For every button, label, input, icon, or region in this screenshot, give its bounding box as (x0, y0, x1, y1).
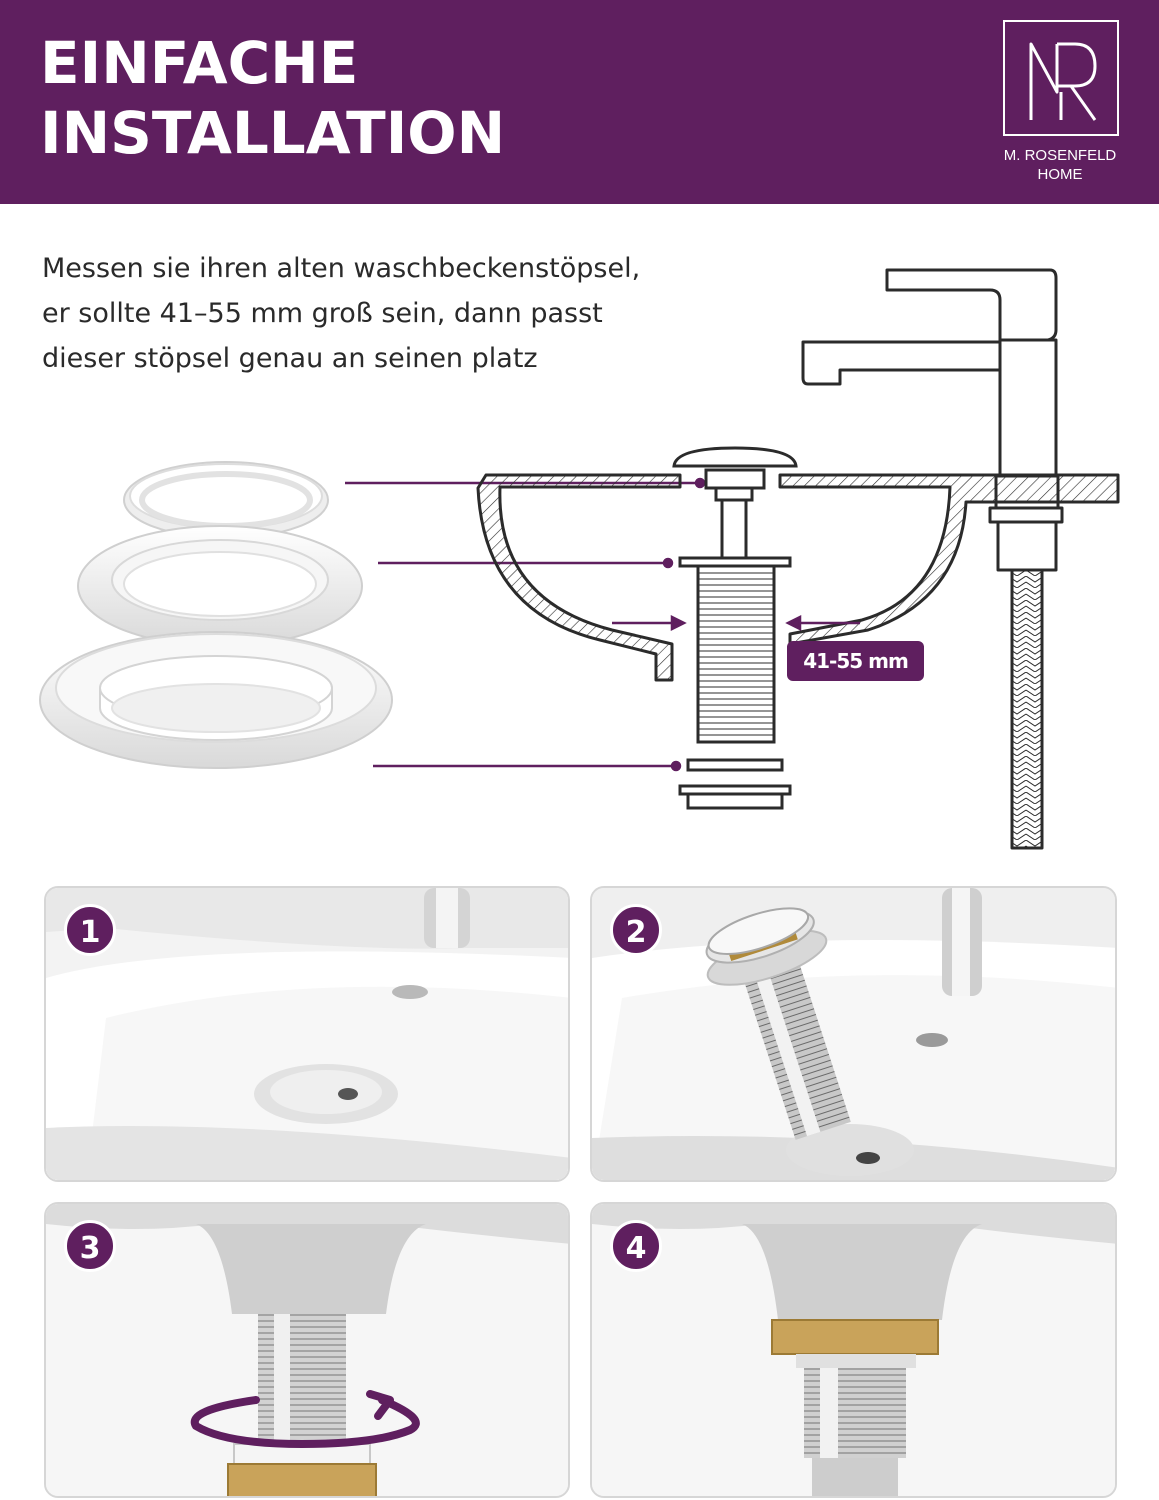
brand-logo (1003, 20, 1119, 136)
drain-insertion-illustration (592, 888, 1117, 1182)
drain-plug-icon (674, 448, 796, 808)
step-number-badge: 2 (610, 904, 662, 956)
header-banner (0, 0, 1159, 204)
bottom-seal-ring (40, 632, 392, 768)
installed-drain-illustration (592, 1204, 1117, 1498)
step-number-badge: 4 (610, 1220, 662, 1272)
title-line-2: INSTALLATION (40, 99, 506, 167)
step-number-badge: 3 (64, 1220, 116, 1272)
step-number-badge: 1 (64, 904, 116, 956)
brand-name (985, 146, 1135, 184)
seal-rings (40, 462, 392, 768)
faucet-icon (803, 270, 1062, 848)
step-panel-1 (44, 886, 570, 1182)
intro-line-2: er sollte 41–55 mm groß sein, dann passt (42, 298, 603, 329)
underside-tighten-illustration (46, 1204, 570, 1498)
step-panel-3 (44, 1202, 570, 1498)
measurement-label: 41-55 mm (787, 641, 924, 681)
middle-seal-ring (78, 526, 362, 646)
brand-name-line-2: HOME (1037, 166, 1083, 183)
page-title (40, 28, 505, 168)
intro-line-3: dieser stöpsel genau an seinen platz (42, 343, 538, 374)
title-line-1: EINFACHE (40, 29, 359, 97)
step-panel-2 (590, 886, 1117, 1182)
leader-lines (345, 479, 704, 770)
mr-monogram-logo-icon (1005, 22, 1117, 134)
intro-line-1: Messen sie ihren alten waschbeckenstöpsel, (42, 253, 641, 284)
sink-top-illustration (46, 888, 570, 1182)
brand-name-line-1: M. ROSENFELD (1003, 147, 1117, 164)
installation-diagram (0, 230, 1159, 860)
step-panel-4 (590, 1202, 1117, 1498)
